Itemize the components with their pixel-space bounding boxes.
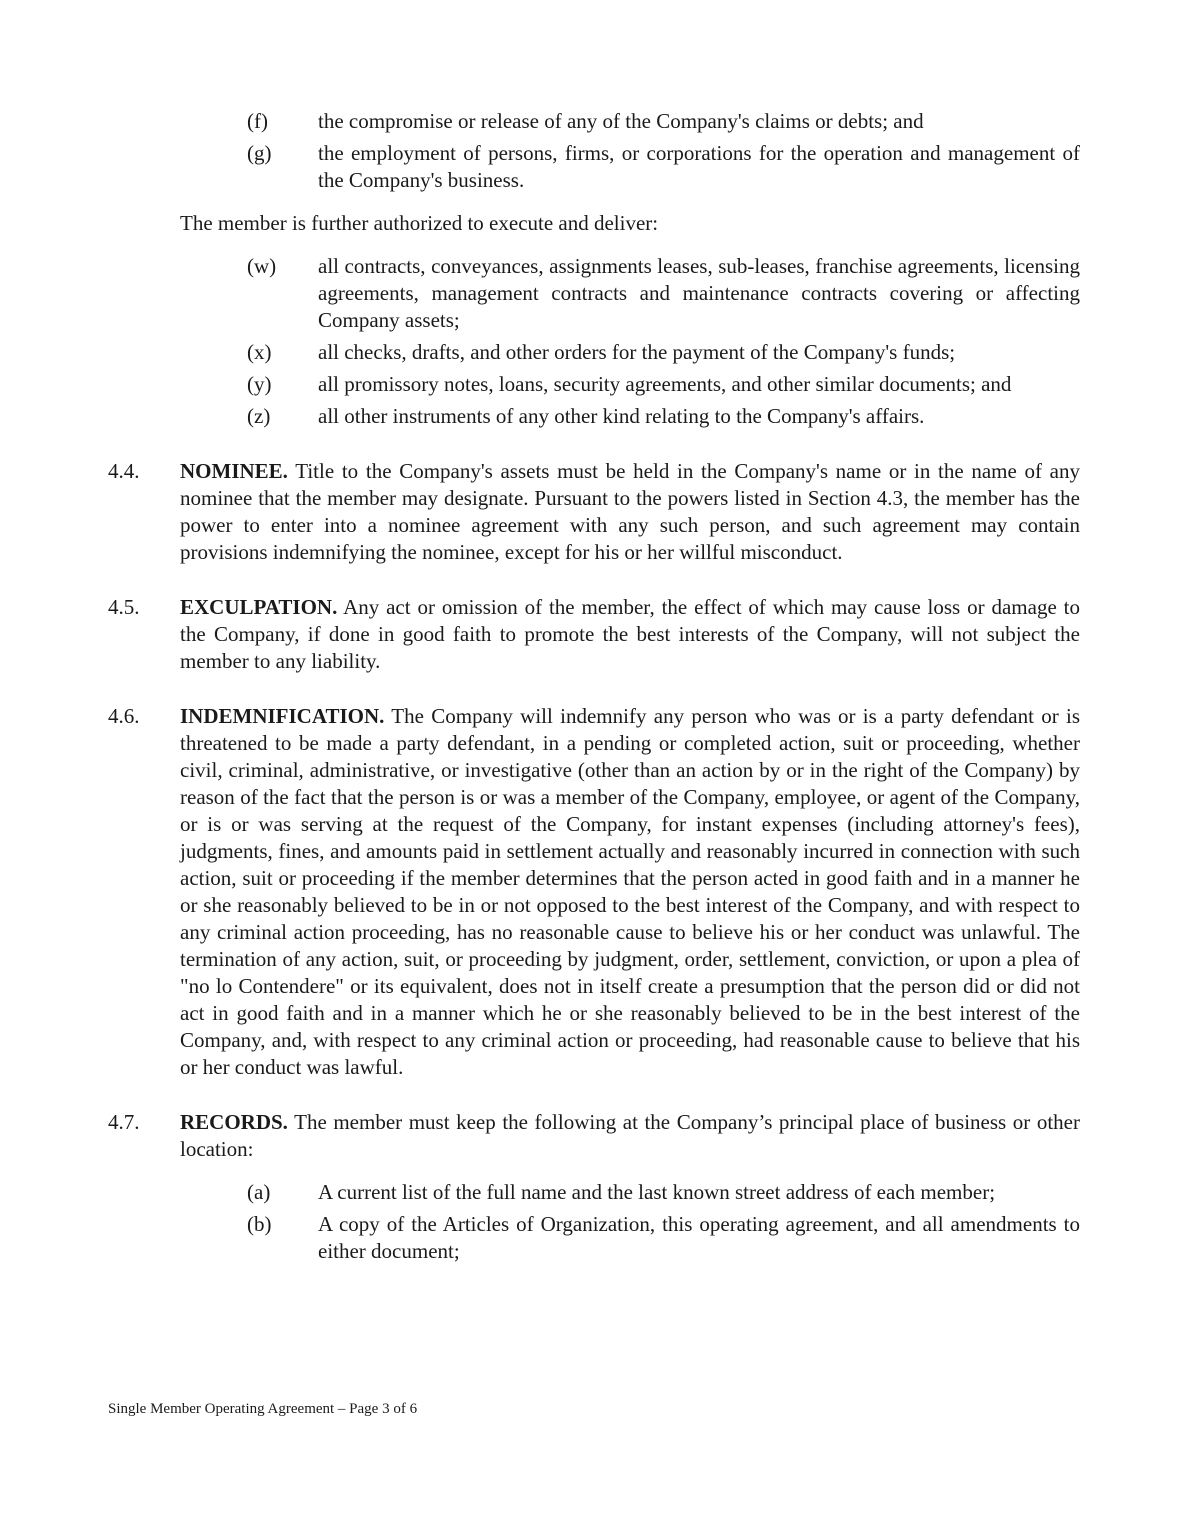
list-item-w <box>247 253 1080 334</box>
list-item-text: the compromise or release of any of the Company's claims or debts; and <box>318 109 924 133</box>
section-body: The member must keep the following at the Company’s principal place of business or other location: <box>180 1110 1080 1161</box>
section-body: The Company will indemnify any person who was or is a party defendant or is threatened to be made a party defendant, in a pending or completed action, suit or proceeding, whether civil, criminal, administrative, or investigative (other than an action by or in the right of the Company) by reason of the fact that the person is or was a member of the Company, employee, or agent of the Company, or is or was serving at the request of the Company, for instant expenses (including attorney's fees), judgments, fines, and amounts paid in settlement actually and reasonably incurred in connection with such action, suit or proceeding if the member determines that the person acted in good faith and in a manner he or she reasonably believed to be in or not opposed to the best interest of the Company, and with respect to any criminal action proceeding, has no reasonable cause to believe his or her conduct was unlawful. The termination of any action, suit, or proceeding by judgment, order, settlement, conviction, or upon a plea of "no lo Contendere" or its equivalent, does not in itself create a presumption that the person did or did not act in good faith and in a manner which he or she reasonably believed to be in the best interest of the Company, and, with respect to any criminal action or proceeding, had reasonable cause to believe that his or her conduct was lawful. <box>180 704 1081 1079</box>
section-body: Title to the Company's assets must be held in the Company's name or in the name of any nominee that the member may designate. Pursuant to the powers listed in Section 4.3, the member has the power to enter into a nominee agreement with any such person, and such agreement may contain provisions indemnifying the nominee, except for his or her willful misconduct. <box>180 459 1080 564</box>
page-footer: Single Member Operating Agreement – Page 3 of 6 <box>108 1401 418 1417</box>
list-item-x <box>247 339 1080 366</box>
section-number: 4.6. <box>108 704 140 728</box>
list-item-b <box>247 1211 1080 1265</box>
list-item-label: (w) <box>247 254 277 278</box>
list-item-label: (x) <box>247 340 272 364</box>
list-item-f <box>247 108 1080 135</box>
section-number: 4.4. <box>108 459 140 483</box>
section-heading: NOMINEE. <box>180 459 288 483</box>
list-item-label: (y) <box>247 372 272 396</box>
list-item-text: the employment of persons, firms, or corporations for the operation and management of the Company's business. <box>318 141 1080 192</box>
section-4-5-exculpation <box>108 594 1081 675</box>
list-item-text: all contracts, conveyances, assignments leases, sub-leases, franchise agreements, licensing agreements, management contracts and maintenance contracts covering or affecting Company assets; <box>318 254 1080 332</box>
list-item-label: (g) <box>247 141 272 165</box>
section-4-4-nominee <box>108 458 1080 566</box>
section-body: Any act or omission of the member, the effect of which may cause loss or damage to the Company, if done in good faith to promote the best interests of the Company, will not subject the member to any liability. <box>180 595 1081 673</box>
document-content <box>108 108 1080 1265</box>
section-number: 4.5. <box>108 595 140 619</box>
list-item-label: (a) <box>247 1180 271 1204</box>
list-item-z <box>247 403 1080 430</box>
list-item-label: (f) <box>247 109 268 133</box>
execute-deliver-list <box>108 253 1080 430</box>
list-item-text: A current list of the full name and the last known street address of each member; <box>318 1180 996 1204</box>
section-4-6-indemnification <box>108 703 1081 1081</box>
intro-paragraph: The member is further authorized to execute and deliver: <box>180 211 659 235</box>
section-4-7-records <box>108 1109 1080 1163</box>
list-item-label: (b) <box>247 1212 272 1236</box>
section-heading: INDEMNIFICATION. <box>180 704 385 728</box>
list-item-text: all checks, drafts, and other orders for the payment of the Company's funds; <box>318 340 956 364</box>
list-item-label: (z) <box>247 404 271 428</box>
list-item-text: all other instruments of any other kind relating to the Company's affairs. <box>318 404 925 428</box>
list-item-text: A copy of the Articles of Organization, this operating agreement, and all amendments to either document; <box>318 1212 1080 1263</box>
list-item-text: all promissory notes, loans, security agreements, and other similar documents; and <box>318 372 1012 396</box>
list-item-g <box>247 140 1080 194</box>
list-item-a <box>247 1179 1080 1206</box>
list-item-y <box>247 371 1080 398</box>
section-number: 4.7. <box>108 1110 140 1134</box>
records-list <box>108 1179 1080 1265</box>
section-heading: RECORDS. <box>180 1110 288 1134</box>
section-heading: EXCULPATION. <box>180 595 338 619</box>
authorized-actions-list <box>108 108 1080 194</box>
